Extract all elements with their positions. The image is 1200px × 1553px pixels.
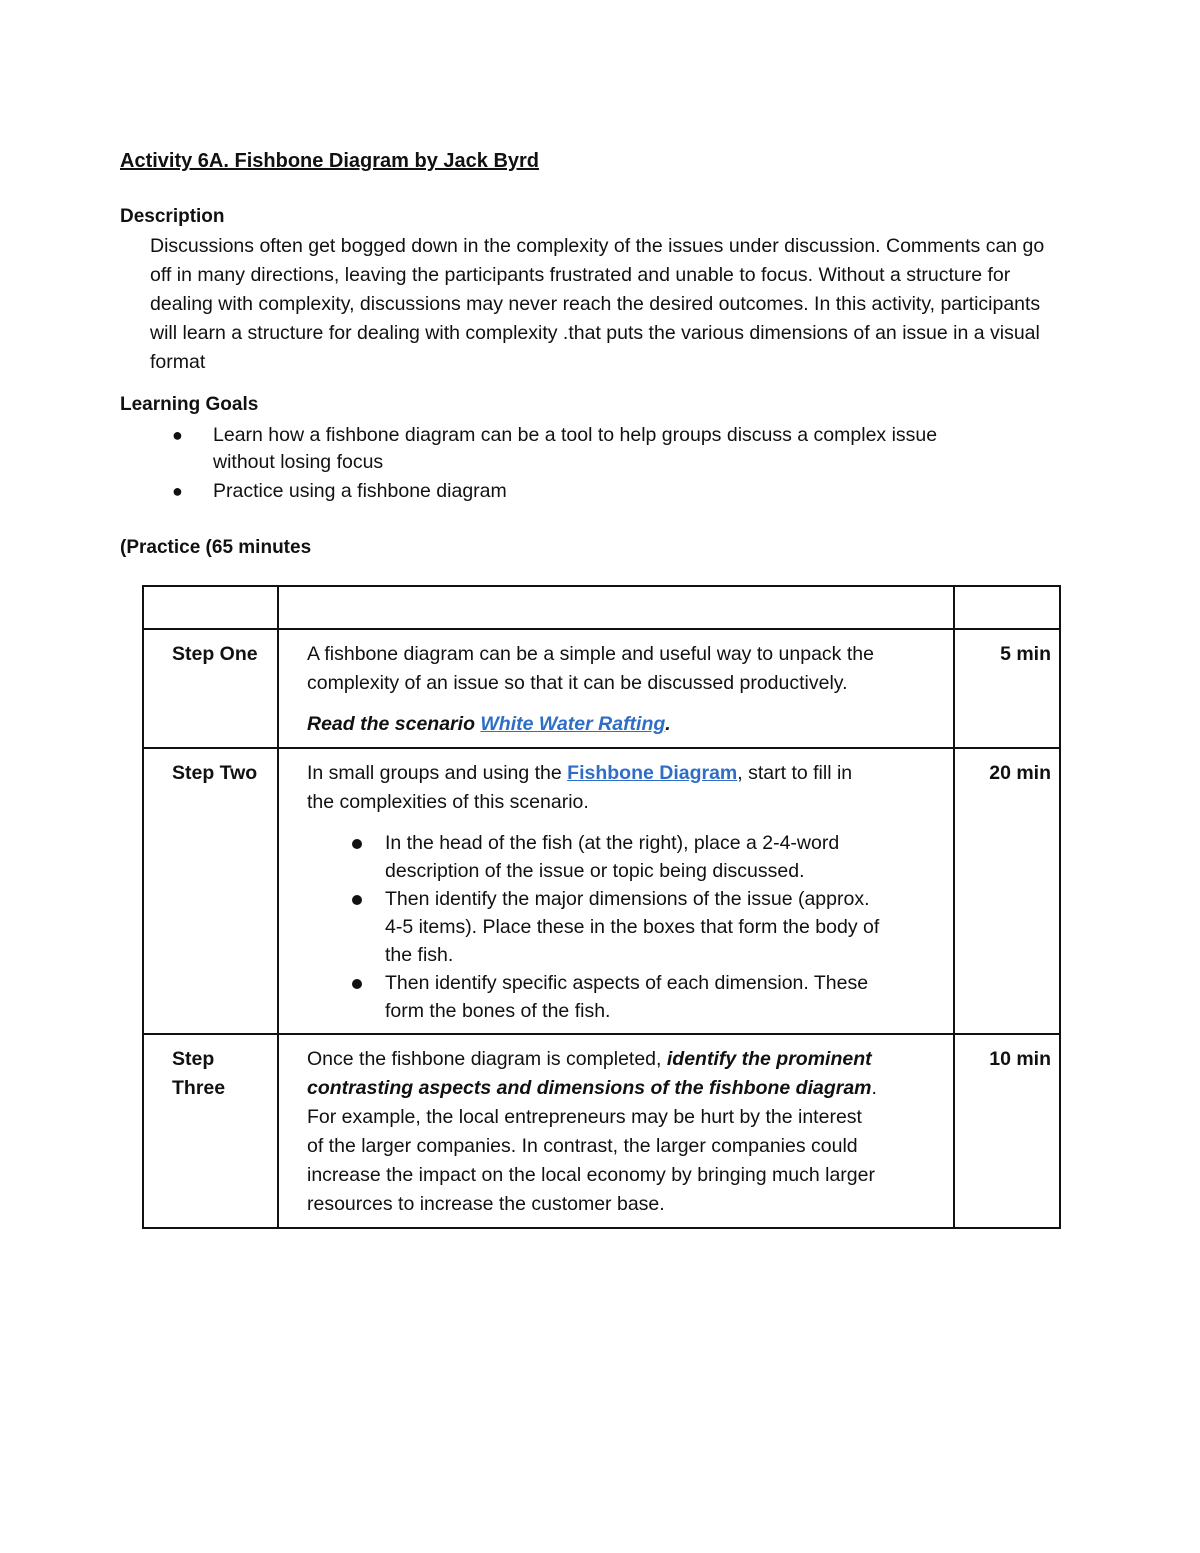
list-item [307, 885, 883, 969]
step-duration: 20 min [954, 748, 1060, 1034]
step-text-before: Once the fishbone diagram is completed, [307, 1048, 667, 1070]
step-duration: 10 min [954, 1034, 1060, 1228]
description-text: Discussions often get bogged down in the complexity of the issues under discussion. Comments can go off in many directions, leaving the participants frustrated and unable to focus. Without a structure for dealing with complexity, discussions may never reach the desired outcomes. In this activity, participants will learn a structure for dealing with complexity .that puts the various dimensions of an issue in a visual format [150, 235, 1045, 373]
practice-heading: (Practice (65 minutes [120, 537, 312, 558]
page-title: Activity 6A. Fishbone Diagram by Jack Byrd [120, 150, 540, 172]
list-item [172, 478, 972, 505]
bullet-icon [352, 839, 362, 849]
step-content [278, 629, 954, 748]
table-header-row [143, 586, 1060, 629]
list-item [307, 829, 883, 885]
step-text-after: , start to fill in the complexities of this scenario. [307, 762, 853, 813]
table-cell [278, 586, 954, 629]
step-duration: 5 min [954, 629, 1060, 748]
step-content [278, 1034, 954, 1228]
bullet-icon [352, 979, 362, 989]
step-text [307, 759, 883, 817]
read-scenario-line [307, 710, 883, 739]
white-water-rafting-link[interactable]: White Water Rafting [480, 713, 666, 735]
bullet-icon: ● [172, 425, 183, 445]
step-text-before: In small groups and using the [307, 762, 568, 784]
table-row [143, 1034, 1060, 1228]
step-label: Step Two [143, 748, 278, 1034]
step-label: Step One [143, 629, 278, 748]
learning-goal-text: Practice using a fishbone diagram [213, 480, 507, 502]
fishbone-diagram-link[interactable]: Fishbone Diagram [567, 762, 738, 784]
description-heading: Description [120, 206, 225, 227]
bullet-text: In the head of the fish (at the right), place a 2-4-word description of the issue or topic being discussed. [385, 832, 840, 882]
bullet-icon: ● [172, 481, 183, 501]
bullet-icon [352, 895, 362, 905]
bullet-text: Then identify specific aspects of each dimension. These form the bones of the fish. [385, 972, 869, 1022]
step-text [307, 1045, 883, 1219]
step-text-after: . For example, the local entrepreneurs may be hurt by the interest of the larger companies. In contrast, the larger companies could increase the impact on the local economy by bringing much larger resources to increase the customer base. [307, 1077, 877, 1215]
step-bullet-list [307, 829, 883, 1025]
table-row [143, 629, 1060, 748]
steps-table [142, 585, 1061, 1229]
step-emphasis: identify the prominent contrasting aspects and dimensions of the fishbone diagram [307, 1048, 872, 1099]
table-row [143, 748, 1060, 1034]
read-suffix: . [665, 713, 671, 735]
learning-goal-text: Learn how a fishbone diagram can be a tool to help groups discuss a complex issue without losing focus [213, 424, 938, 473]
list-item [172, 422, 972, 476]
list-item [307, 969, 883, 1025]
read-prefix: Read the scenario [307, 713, 481, 735]
table-cell [143, 586, 278, 629]
step-text: A fishbone diagram can be a simple and useful way to unpack the complexity of an issue so that it can be discussed productively. [307, 643, 874, 694]
learning-goals-list [172, 422, 972, 507]
table-cell [954, 586, 1060, 629]
learning-goals-heading: Learning Goals [120, 394, 259, 415]
step-content [278, 748, 954, 1034]
step-label: Step Three [143, 1034, 278, 1228]
bullet-text: Then identify the major dimensions of the issue (approx. 4-5 items). Place these in the boxes that form the body of the fish. [385, 888, 880, 966]
